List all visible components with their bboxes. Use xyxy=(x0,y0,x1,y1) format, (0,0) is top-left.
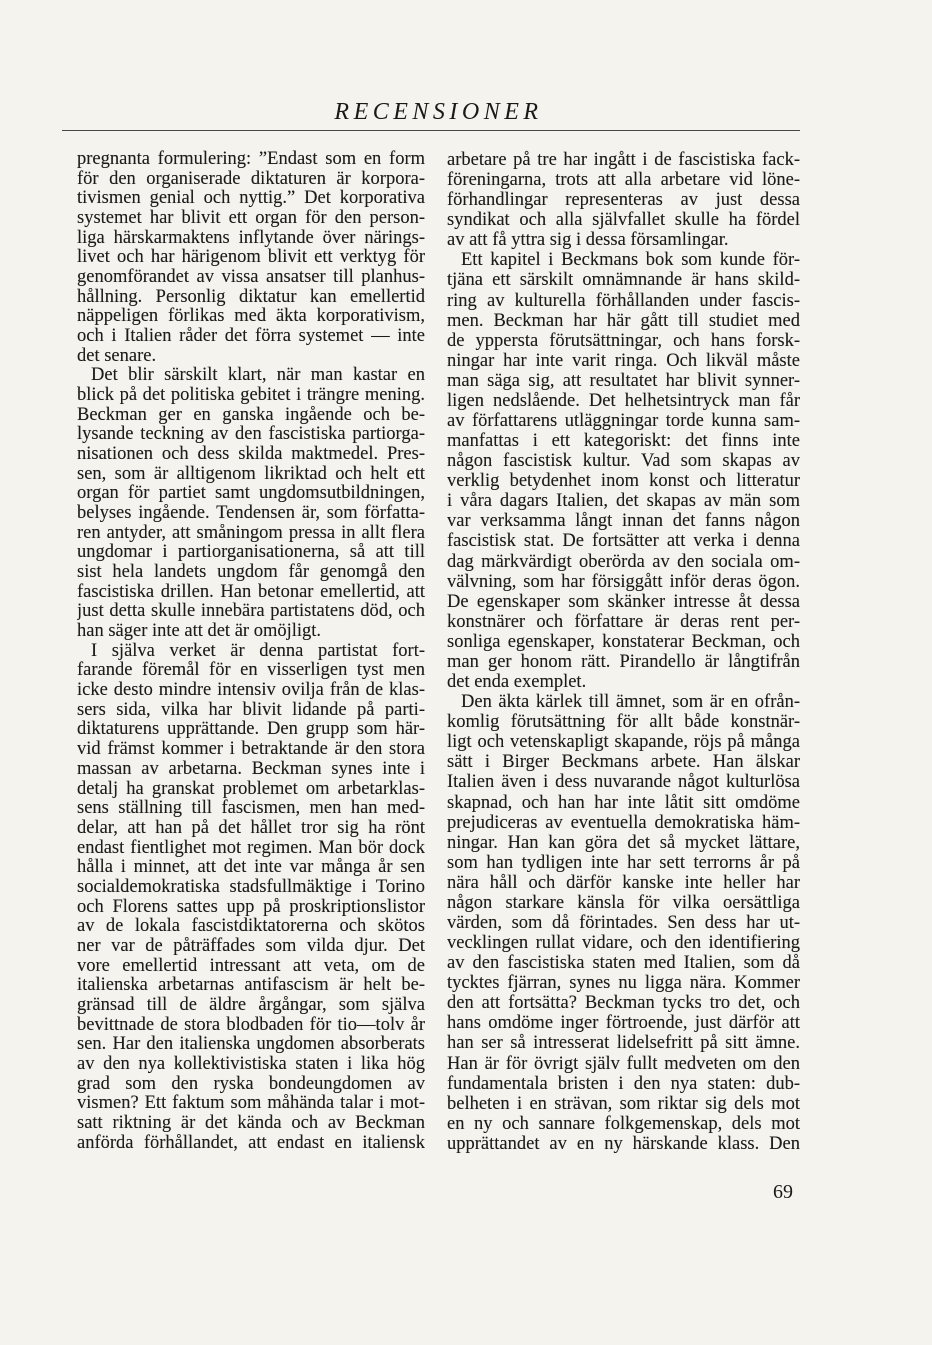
text-line: arbetare på tre har ingått i de fascistiska fack- xyxy=(447,150,800,170)
text-line: sens ställning till fascismen, men han med- xyxy=(77,799,425,819)
text-line: belyses ingående. Tendensen är, som författa- xyxy=(77,504,425,524)
text-line: prejudiceras av eventuella demokratiska häm- xyxy=(447,812,800,833)
text-line: satt riktning är det kända och av Beckman xyxy=(77,1113,425,1133)
text-line: näppeligen förlikas med äkta korporativism, xyxy=(77,307,425,327)
text-line: Han är för övrigt själv fullt medveten om den xyxy=(447,1053,800,1074)
text-line: man ger honom rätt. Pirandello är långtifrån xyxy=(447,651,800,672)
paragraph xyxy=(77,366,425,641)
text-line: syndikat och alla självfallet skulle ha fördel xyxy=(447,210,800,231)
text-line: var verksamma långt innan det fanns någon xyxy=(447,511,800,532)
text-line: hållning. Personlig diktatur kan emellertid xyxy=(77,287,425,307)
text-line: välvning, som har försiggått inför deras ögon. xyxy=(447,571,800,592)
text-line: ren antyder, att småningom pressa in allt flera xyxy=(77,523,425,543)
text-line: sen, som är alltigenom likriktad och helt ett xyxy=(77,464,425,484)
text-line: vecklingen rullat vidare, och den identifiering xyxy=(447,933,800,954)
text-line: ner var de påträffades som vilda djur. Det xyxy=(77,936,425,956)
text-line: tjäna ett särskilt omnämnande är hans skild- xyxy=(447,270,800,291)
text-line: nisationen och dess skilda maktmedel. Pres- xyxy=(77,445,425,465)
text-line: det enda exemplet. xyxy=(447,672,587,693)
page-number: 69 xyxy=(773,1181,793,1203)
text-line: den att fortsätta? Beckman tycks tro det, och xyxy=(447,993,800,1014)
text-line: livet och har härigenom blivit ett verktyg för xyxy=(77,248,425,268)
text-line: Italien även i dess nuvarande något kulturlösa xyxy=(447,772,800,793)
text-line: ningar. Han kan göra det så mycket lättare, xyxy=(447,832,800,853)
text-line: detalj ha granskat problemet om arbetarklas- xyxy=(77,779,425,799)
text-line: just detta skulle innebära partistatens död, och xyxy=(77,602,425,622)
text-line: sist hela landets ungdom får genomgå den xyxy=(77,563,425,583)
text-line: fascistisk stat. De fortsätter att verka i denna xyxy=(447,531,800,552)
text-line: Beckman ger en ganska ingående och be- xyxy=(77,405,425,425)
text-line: anförda förhållandet, att endast en italiensk xyxy=(77,1133,425,1153)
text-line: skapnad, och han har inte låtit sitt omdöme xyxy=(447,792,800,813)
text-line: I själva verket är denna partistat fort- xyxy=(91,641,425,661)
paragraph xyxy=(447,250,800,692)
text-line: komlig förutsättning för allt både konstnär- xyxy=(447,712,800,733)
text-line: farande föremål för en visserligen tyst men xyxy=(77,661,425,681)
text-line: fascistiska drillen. Han betonar emellertid, att xyxy=(77,582,425,602)
text-line: icke desto mindre intensiv ovilja från de klas- xyxy=(77,681,425,701)
text-line: av de lokala fascistdiktatorerna och skötos xyxy=(77,917,425,937)
text-line: man säga sig, att resultatet har blivit synner- xyxy=(447,370,800,391)
text-line: italienska arbetarnas antifascism är helt be- xyxy=(77,976,425,996)
text-line: han ser så intresserat lidelsefritt på sitt ämne. xyxy=(447,1033,800,1054)
text-line: han säger inte att det är omöjligt. xyxy=(77,622,322,642)
paragraph xyxy=(77,642,425,1153)
text-line: men. Beckman har här gått till studiet med xyxy=(447,310,800,331)
text-line: och i Italien råder det förra systemet — inte xyxy=(77,327,425,347)
text-line: ungdomar i partiorganisationerna, så att till xyxy=(77,543,425,563)
text-line: sätt i Birger Beckmans arbete. Han älskar xyxy=(447,752,800,773)
text-line: blick på det politiska gebitet i trängre mening. xyxy=(77,386,425,406)
text-line: Ett kapitel i Beckmans bok som kunde för- xyxy=(461,250,800,271)
text-line: de yppersta förutsättningar, och hans forsk- xyxy=(447,330,800,351)
text-line: av den fascistiska staten med Italien, som då xyxy=(447,953,800,974)
text-line: delar, att han på det hållet tror sig ha rönt xyxy=(77,818,425,838)
text-line: organ för partiet samt ungdomsutbildningen, xyxy=(77,484,425,504)
header-rule xyxy=(62,130,800,131)
text-line: i våra dagars Italien, det skapas av män som xyxy=(447,491,800,512)
text-line: av att få yttra sig i dessa församlingar. xyxy=(447,230,729,251)
text-line: tivismen genial och nyttig.” Det korporativa xyxy=(77,189,425,209)
text-line: värden, som då förintades. Sen dess har ut- xyxy=(447,912,800,933)
section-title: RECENSIONER xyxy=(334,99,543,125)
text-line: nära håll och därför kanske inte heller har xyxy=(447,872,800,893)
text-line: och Florens sattes upp på proskriptionslistor xyxy=(77,897,425,917)
text-line: tycktes fjärran, synes nu ligga nära. Kommer xyxy=(447,973,800,994)
text-line: grad som den ryska bondeungdomen av xyxy=(77,1074,425,1094)
paragraph xyxy=(447,150,800,250)
text-line: massan av arbetarna. Beckman synes inte i xyxy=(77,759,425,779)
text-line: pregnanta formulering: ”Endast som en form xyxy=(77,150,425,169)
text-line: ring av kulturella förhållanden under fascis- xyxy=(447,290,800,311)
text-line: manfattas i ett kategoriskt: det finns inte xyxy=(447,431,800,452)
text-line: hålla i minnet, att det inte var många år sen xyxy=(77,858,425,878)
text-line: sonliga egenskaper, konstaterar Beckman, och xyxy=(447,631,800,652)
text-line: hans omdöme inger förtroende, just därför att xyxy=(447,1013,800,1034)
text-line: fundamentala bristen i den nya staten: dub- xyxy=(447,1073,800,1094)
text-line: bevittnade de stora blodbaden för tio—tolv år xyxy=(77,1015,425,1035)
left-text-column xyxy=(77,150,425,1153)
text-line: belheten i en strävan, som riktar sig dels mot xyxy=(447,1093,800,1114)
text-line: vismen? Ett faktum som måhända talar i mot- xyxy=(77,1094,425,1114)
text-line: lysande teckning av den fascistiska partiorga- xyxy=(77,425,425,445)
text-line: av den nya kollektivistiska staten i lika hög xyxy=(77,1054,425,1074)
text-line: en ny och sannare folkgemenskap, dels mot xyxy=(447,1113,800,1134)
text-line: föreningarna, trots att alla arbetare vid löne- xyxy=(447,170,800,191)
text-line: endast fientlighet mot regimen. Man bör dock xyxy=(77,838,425,858)
text-line: ligen nedslående. Det helhetsintryck man får xyxy=(447,390,800,411)
text-line: De egenskaper som skänker intresse åt dessa xyxy=(447,591,800,612)
text-line: liga härskarmaktens inflytande över närings- xyxy=(77,228,425,248)
text-line: sers sida, vilka har blivit lidande på parti- xyxy=(77,700,425,720)
text-line: dag märkvärdigt oberörda av den sociala om- xyxy=(447,551,800,572)
text-line: verklig betydenhet inom konst och litteratur xyxy=(447,471,800,492)
text-line: vid främst kommer i betraktande är den stora xyxy=(77,740,425,760)
text-line: någon starkare känsla för vilka oersättliga xyxy=(447,892,800,913)
text-line: upprättandet av en ny härskande klass. Den xyxy=(447,1133,800,1154)
text-line: systemet har blivit ett organ för den person- xyxy=(77,209,425,229)
text-line: någon fascistisk kultur. Vad som skapas av xyxy=(447,451,800,472)
text-line: diktaturens upprättande. Den grupp som här- xyxy=(77,720,425,740)
text-line: ligt och vetenskapligt skapande, röjs på många xyxy=(447,732,800,753)
text-line: Det blir särskilt klart, när man kastar en xyxy=(91,366,425,386)
text-line: vore emellertid intressant att veta, om de xyxy=(77,956,425,976)
text-line: det senare. xyxy=(77,346,157,366)
right-text-column xyxy=(447,150,800,1154)
text-line: gränsad till de äldre årgångar, som själva xyxy=(77,995,425,1015)
text-line: förhandlingar representeras av just dessa xyxy=(447,190,800,211)
text-line: ningar har inte varit ringa. Och likväl måste xyxy=(447,350,800,371)
paragraph xyxy=(77,150,425,366)
text-line: som han tydligen inte har sett terrorns år på xyxy=(447,852,800,873)
text-line: av författarens utläggningar torde kunna sam- xyxy=(447,411,800,432)
paragraph xyxy=(447,692,800,1154)
text-line: Den äkta kärlek till ämnet, som är en ofrån- xyxy=(461,692,800,713)
text-line: socialdemokratiska stadsfullmäktige i Torino xyxy=(77,877,425,897)
text-line: konstnärer och författare är deras rent per- xyxy=(447,611,800,632)
text-line: sen. Har den italienska ungdomen absorberats xyxy=(77,1035,425,1055)
text-line: för den organiserade diktaturen är korpora- xyxy=(77,169,425,189)
text-line: genomförandet av vissa ansatser till planhus- xyxy=(77,268,425,288)
